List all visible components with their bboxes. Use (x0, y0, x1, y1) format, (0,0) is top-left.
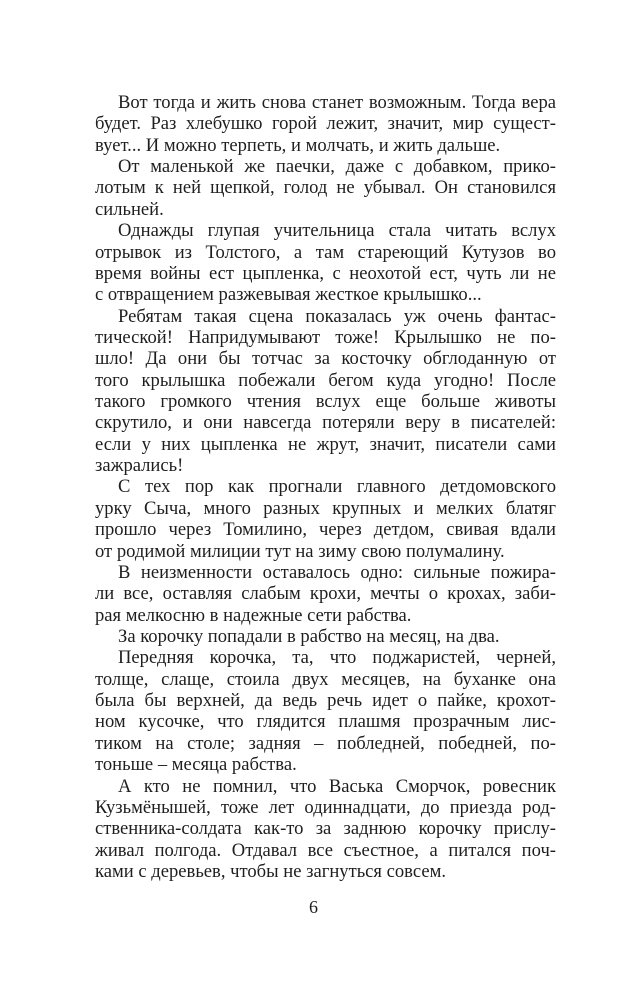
text-line: урку Сыча, много разных крупных и мелких блатяг (95, 497, 556, 519)
text-line: ном кусочке, что глядится плашмя прозрачным лис- (95, 711, 556, 733)
text-line: Кузьмёнышей, тоже лет одиннадцати, до приезда род- (95, 796, 556, 818)
paragraph (95, 626, 556, 647)
text-line: А кто не помнил, что Васька Сморчок, ровесник (118, 775, 556, 797)
text-line: шло! Да они бы тотчас за косточку обглоданную от (95, 348, 556, 370)
text-line: скрутило, и они навсегда потеряли веру в писателей: (95, 412, 556, 434)
text-line: вует... И можно терпеть, и молчать, и жить дальше. (95, 134, 501, 156)
text-line: От маленькой же паечки, даже с добавком, прико- (118, 156, 556, 178)
paragraph (95, 562, 556, 626)
text-line: лотым к ней щепкой, голод не убывал. Он становился (95, 177, 556, 199)
text-line: отрывок из Толстого, а там стареющий Кутузов во (95, 241, 556, 263)
text-line: время войны ест цыпленка, с неохотой ест, чуть ли не (95, 262, 556, 284)
text-line: Передняя корочка, та, что поджаристей, черней, (118, 647, 556, 669)
text-line: будет. Раз хлебушко горой лежит, значит, мир сущест- (95, 113, 556, 135)
text-line: живал полгода. Отдавал все съестное, а питался поч- (95, 839, 556, 861)
text-line: сильней. (95, 198, 164, 220)
paragraph (95, 220, 556, 305)
text-line: Ребятам такая сцена показалась уж очень фантас- (118, 305, 556, 327)
page-number: 6 (309, 897, 318, 917)
text-line: За корочку попадали в рабство на месяц, на два. (118, 625, 500, 647)
text-line: В неизменности оставалось одно: сильные пожира- (118, 561, 556, 583)
text-line: зажрались! (95, 455, 184, 477)
text-line: с отвращением разжевывая жесткое крылышко... (95, 284, 482, 306)
paragraph (95, 647, 556, 775)
text-line: ками с деревьев, чтобы не загнуться совсем. (95, 860, 447, 882)
text-line: прошло через Томилино, через детдом, свивая вдали (95, 519, 556, 541)
text-line: толще, слаще, стоила двух месяцев, на буханке она (95, 668, 556, 690)
text-line: рая мелкосню в надежные сети рабства. (95, 604, 412, 626)
text-line: если у них цыпленка не жрут, значит, писатели сами (95, 433, 556, 455)
paragraph (95, 476, 556, 561)
text-line: тиком на столе; задняя – побледней, победней, по- (95, 732, 556, 754)
text-line: такого громкого чтения вслух еще больше животы (95, 391, 556, 413)
text-line: ли все, оставляя слабым крохи, мечты о крохах, заби- (95, 583, 556, 605)
text-line: того крылышка побежали бегом куда угодно! После (95, 369, 556, 391)
paragraph (95, 776, 556, 883)
text-line: тической! Напридумывают тоже! Крылышко не по- (95, 326, 556, 348)
text-line: была бы верхней, да ведь речь идет о пайке, крохот- (95, 690, 556, 712)
paragraph (95, 306, 556, 477)
text-line: тоньше – месяца рабства. (95, 754, 297, 776)
text-line: Однажды глупая учительница стала читать вслух (118, 220, 556, 242)
text-line: С тех пор как прогнали главного детдомовского (118, 476, 556, 498)
paragraph (95, 92, 556, 156)
text-line: от родимой милиции тут на зиму свою полумалину. (95, 540, 505, 562)
page-text-body (95, 92, 556, 882)
text-line: ственника-солдата как-то за заднюю корочку прислу- (95, 818, 556, 840)
text-line: Вот тогда и жить снова станет возможным. Тогда вера (118, 92, 556, 113)
paragraph (95, 156, 556, 220)
